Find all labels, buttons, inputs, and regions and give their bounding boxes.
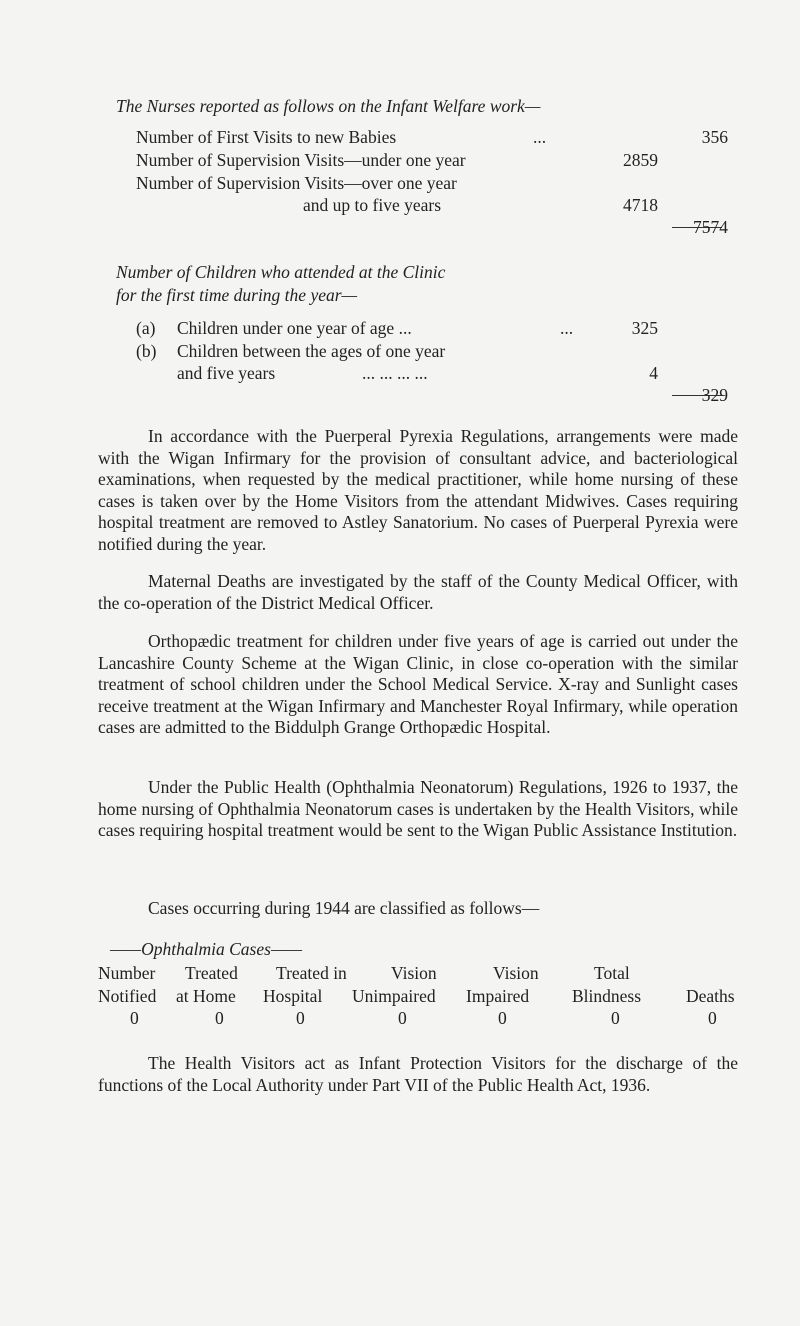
clinic-row-b-label: Children between the ages of one year (177, 341, 446, 361)
header-deaths: Deaths (686, 986, 735, 1006)
header-impaired: Impaired (466, 986, 530, 1006)
header-hospital: Hospital (263, 986, 323, 1006)
ophthalmia-regulations-paragraph: Under the Public Health (Ophthalmia Neonatorum) Regulations, 1926 to 1937, the home nursing of Ophthalmia Neonatorum cases is undertaken by the Health Visitors, while cases requiring hospital treatment would be sent to the Wigan Public Assistance Institution. (98, 777, 738, 840)
header-blindness: Blindness (572, 986, 642, 1006)
caption-dash-right: —— (270, 939, 303, 959)
supervision-over-one-label-cont: and up to five years (303, 195, 442, 215)
header-treated: Treated (185, 963, 238, 983)
first-visits-dots: ... (533, 127, 547, 147)
header-at-home: at Home (176, 986, 236, 1006)
clinic-row-a-dots: ... (560, 318, 574, 338)
clinic-row-b-marker: (b) (136, 341, 157, 361)
value-deaths: 0 (708, 1008, 717, 1028)
value-blindness: 0 (611, 1008, 620, 1028)
closing-paragraph: The Health Visitors act as Infant Protection Visitors for the discharge of the functions of the Local Authority under Part VII of the Public Health Act, 1936. (98, 1053, 738, 1095)
clinic-row-b-dots: ... ... ... ... (362, 363, 428, 383)
clinic-heading-line2: for the first time during the year— (116, 285, 358, 305)
supervision-over-one-value: 4718 (623, 195, 658, 215)
ophthalmia-caption (110, 939, 302, 960)
first-visits-label: Number of First Visits to new Babies (136, 127, 397, 147)
value-notified: 0 (130, 1008, 139, 1028)
header-number: Number (98, 963, 156, 983)
value-unimpaired: 0 (398, 1008, 407, 1028)
cases-intro-paragraph: Cases occurring during 1944 are classified as follows— (148, 898, 540, 918)
value-hospital: 0 (296, 1008, 305, 1028)
supervision-over-one-label: Number of Supervision Visits—over one year (136, 173, 457, 193)
clinic-row-a-label: Children under one year of age ... (177, 318, 412, 338)
value-impaired: 0 (498, 1008, 507, 1028)
clinic-total-value: 329 (701, 385, 728, 405)
nurses-heading: The Nurses reported as follows on the Infant Welfare work— (116, 96, 541, 116)
orthopaedic-paragraph: Orthopædic treatment for children under five years of age is carried out under the Lancashire County Scheme at the Wigan Clinic, in close co-operation with the similar treatment of school children under the School Medical Service. X-ray and Sunlight cases receive treatment at the Wigan Infirmary and Manchester Royal Infirmary, while operation cases are admitted to the Biddulph Grange Orthopædic Hospital. (98, 631, 738, 737)
caption-dash-left: —— (110, 939, 142, 959)
ophthalmia-values-row (98, 1008, 750, 1030)
header-vision-1: Vision (391, 963, 437, 983)
clinic-row-b-value: 4 (649, 363, 658, 383)
puerperal-paragraph: In accordance with the Puerperal Pyrexia Regulations, arrangements were made with the Wigan Infirmary for the provision of consultant advice, and bacteriological examinations, when requested by the medical practitioner, while home nursing of these cases is taken over by the Home Visitors from the attendant Midwives. Cases requiring hospital treatment are removed to Astley Sanatorium. No cases of Puerperal Pyrexia were notified during the year. (98, 426, 738, 554)
clinic-row-b-label-cont: and five years (177, 363, 276, 383)
header-total: Total (594, 963, 630, 983)
first-visits-value: 356 (701, 127, 728, 147)
supervision-under-one-value: 2859 (623, 150, 658, 170)
nurses-total-value: 7574 (693, 217, 728, 237)
clinic-row-a-marker: (a) (136, 318, 156, 338)
header-unimpaired: Unimpaired (352, 986, 436, 1006)
header-notified: Notified (98, 986, 157, 1006)
clinic-heading-line1: Number of Children who attended at the Clinic (116, 262, 446, 282)
header-treated-in: Treated in (276, 963, 347, 983)
supervision-under-one-label: Number of Supervision Visits—under one year (136, 150, 466, 170)
ophthalmia-caption-text: Ophthalmia Cases (141, 939, 271, 959)
ophthalmia-header-row-2 (98, 986, 750, 1008)
value-at-home: 0 (215, 1008, 224, 1028)
clinic-row-a-value: 325 (631, 318, 658, 338)
header-vision-2: Vision (493, 963, 539, 983)
maternal-deaths-paragraph: Maternal Deaths are investigated by the staff of the County Medical Officer, with the co-operation of the District Medical Officer. (98, 571, 738, 613)
ophthalmia-header-row-1 (98, 963, 750, 985)
